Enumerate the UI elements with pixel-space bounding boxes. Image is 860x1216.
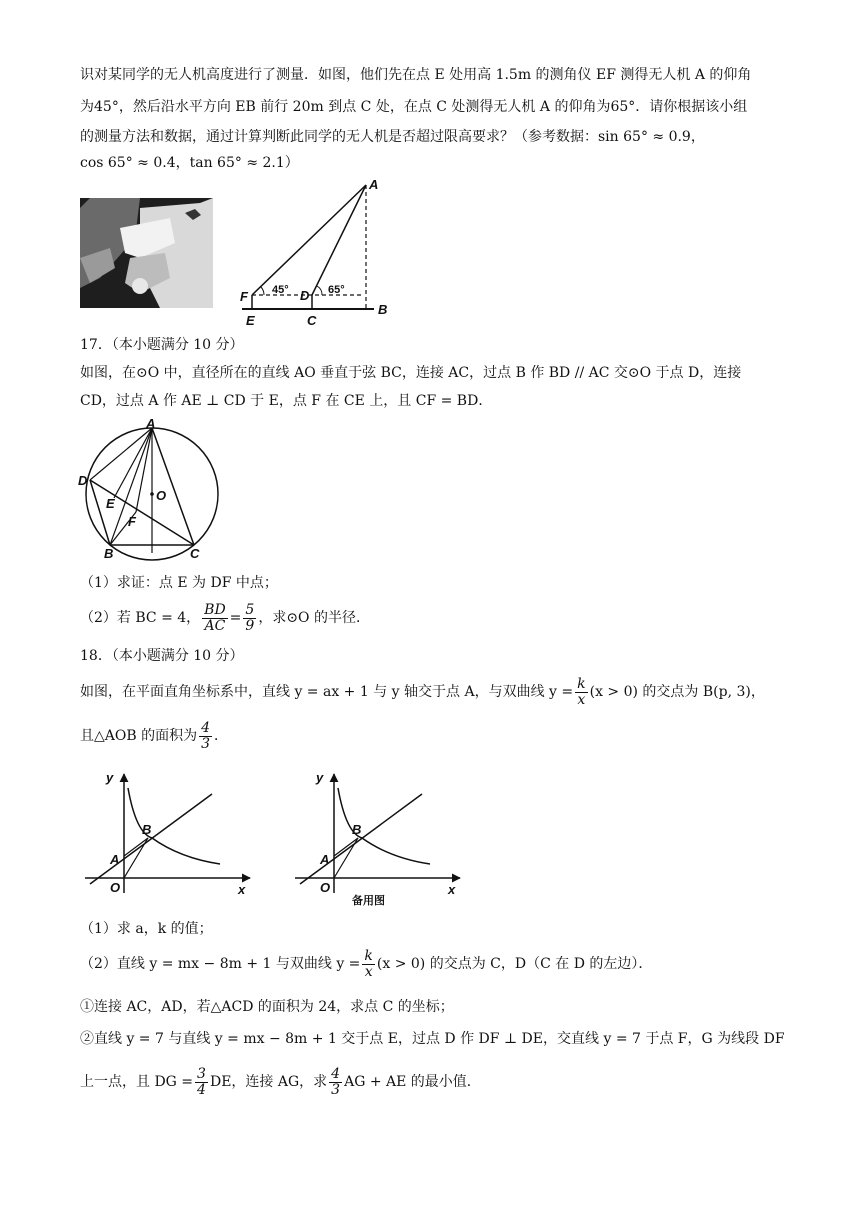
p18-question-1: （1）求 a，k 的值； <box>80 921 213 937</box>
label-o: O <box>156 488 167 503</box>
label-d: D <box>78 473 88 488</box>
segment-cd <box>90 480 194 545</box>
frac-den: x <box>364 963 373 980</box>
label-d: D <box>300 288 310 303</box>
point-b-label: B <box>142 822 152 837</box>
p16-line-1: 识对某同学的无人机高度进行了测量．如图，他们先在点 E 处用高 1.5m 的测角仪 EF 测得无人机 A 的仰角 <box>80 67 752 83</box>
axis-x-label: x <box>448 882 456 897</box>
p18-line-1 <box>80 672 785 712</box>
frac-den: 4 <box>197 1081 206 1098</box>
five-ninths <box>243 603 256 634</box>
frac-num: k <box>577 675 586 692</box>
p17-q2-prefix: （2）若 BC = 4， <box>80 610 201 626</box>
p17-line-1: 如图，在⊙O 中，直径所在的直线 AO 垂直于弦 BC，连接 AC，过点 B 作 BD // AC 交⊙O 于点 D，连接 <box>80 365 742 381</box>
origin-label: O <box>110 880 121 895</box>
frac-num: 3 <box>197 1065 206 1082</box>
label-b: B <box>104 546 114 561</box>
label-f: F <box>240 289 248 304</box>
label-e: E <box>106 496 115 511</box>
segment-ae <box>114 428 152 498</box>
point-a-label: A <box>320 852 330 867</box>
p18-q2-prefix: （2）直线 y = mx − 8m + 1 与双曲线 y = <box>80 956 361 972</box>
segment-ac <box>152 428 194 545</box>
point-a-label: A <box>110 852 120 867</box>
p17-q2-suffix: ，求⊙O 的半径． <box>258 610 370 626</box>
axis-x-label: x <box>238 882 246 897</box>
segment-fa <box>252 185 366 295</box>
label-c: C <box>190 546 200 561</box>
p18-question-2-1: ①连接 AC，AD，若△ACD 的面积为 24，求点 C 的坐标； <box>80 999 454 1015</box>
segment-da <box>312 185 366 295</box>
frac-num: 5 <box>245 601 255 618</box>
k-over-x <box>575 677 587 708</box>
origin-label: O <box>320 880 331 895</box>
p18-q23-suffix: AG + AE 的最小值． <box>344 1074 481 1090</box>
four-thirds <box>199 721 212 752</box>
p18-q23-prefix: 上一点，且 DG = <box>80 1074 194 1090</box>
equals: = <box>229 610 242 626</box>
p18-l1-suffix: (x > 0) 的交点为 B(p, 3)， <box>589 684 765 700</box>
axis-y-label: y <box>316 770 324 785</box>
p18-question-2-2: ②直线 y = 7 与直线 y = mx − 8m + 1 交于点 E，过点 D 作 DF ⊥ DE，交直线 y = 7 于点 F，G 为线段 DF <box>80 1031 785 1047</box>
angle-45-label: 45° <box>272 284 289 296</box>
point-b-label: B <box>352 822 362 837</box>
label-e: E <box>246 313 255 328</box>
frac-den: 9 <box>245 617 255 634</box>
drone-photo-art <box>80 198 213 308</box>
three-quarters <box>195 1067 208 1098</box>
frac-den: 3 <box>331 1081 341 1098</box>
p16-line-4: cos 65° ≈ 0.4，tan 65° ≈ 2.1） <box>80 155 299 171</box>
p18-question-2 <box>80 944 785 984</box>
frac-num: BD <box>204 601 226 618</box>
frac-den: AC <box>204 617 226 634</box>
segment-af <box>136 428 152 512</box>
label-f: F <box>128 514 136 529</box>
frac-num: 4 <box>331 1065 341 1082</box>
p18-l1-prefix: 如图，在平面直角坐标系中，直线 y = ax + 1 与 y 轴交于点 A，与双曲线 y = <box>80 684 574 700</box>
four-thirds <box>329 1067 342 1098</box>
p17-heading: 17．（本小题满分 10 分） <box>80 337 244 353</box>
angle-65-label: 65° <box>328 284 345 296</box>
frac-num: k <box>364 947 373 964</box>
p16-line-2: 为45°，然后沿水平方向 EB 前行 20m 到点 C 处，在点 C 处测得无人机 A 的仰角为65°．请你根据该小组 <box>80 99 748 115</box>
p18-q23-mid: DE，连接 AG，求 <box>209 1074 328 1090</box>
k-over-x <box>362 949 374 980</box>
drone-photo <box>80 198 213 308</box>
p18-graph-spare <box>290 768 470 918</box>
p18-q2-suffix: (x > 0) 的交点为 C，D（C 在 D 的左边）． <box>376 956 653 972</box>
p18-l2-suffix: ． <box>214 728 229 744</box>
p18-line-2 <box>80 716 785 756</box>
spare-figure-caption: 备用图 <box>352 894 385 907</box>
label-c: C <box>307 313 317 328</box>
p18-heading: 18．（本小题满分 10 分） <box>80 648 244 664</box>
p17-circle-figure <box>78 416 228 561</box>
bd-over-ac <box>202 603 228 634</box>
p16-angle-figure <box>232 175 402 328</box>
label-a: A <box>369 177 379 192</box>
p18-graph-main <box>80 768 260 898</box>
p18-l2-prefix: 且△AOB 的面积为 <box>80 728 198 744</box>
p18-question-2-3 <box>80 1062 785 1102</box>
p16-line-3: 的测量方法和数据，通过计算判断此同学的无人机是否超过限高要求？（参考数据：sin 65° ≈ 0.9， <box>80 129 705 145</box>
frac-num: 4 <box>201 719 211 736</box>
p17-line-2: CD，过点 A 作 AE ⊥ CD 于 E，点 F 在 CE 上，且 CF = BD． <box>80 393 493 409</box>
label-a: A <box>146 416 156 431</box>
axis-y-label: y <box>106 770 114 785</box>
frac-den: x <box>577 691 586 708</box>
p17-question-2 <box>80 598 785 638</box>
frac-den: 3 <box>201 735 211 752</box>
line-y-ax-plus-1 <box>90 794 212 884</box>
label-b: B <box>378 302 388 317</box>
p17-question-1: （1）求证：点 E 为 DF 中点； <box>80 575 278 591</box>
